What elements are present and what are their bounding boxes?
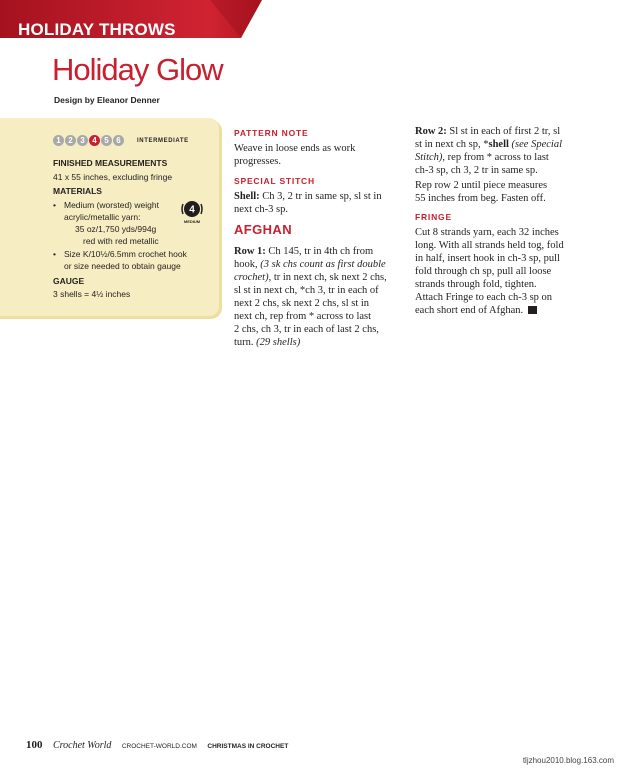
text-line: next ch-3 sp. [234,204,288,215]
text-line: ch-3 sp, ch 3, 2 tr in same sp. [415,165,538,176]
shell-count: (29 shells) [256,337,301,348]
material-line: Medium (worsted) weight [64,200,159,210]
page-title: Holiday Glow [52,52,223,87]
row-label: Row 1: [234,246,266,257]
text-line: strands through fold, tighten. [415,279,537,290]
text-line: , tr in next ch, sk next 2 chs, [268,272,387,283]
text-line: turn. [234,337,257,348]
gauge-text: 3 shells = 4½ inches [53,289,131,299]
materials-heading: MATERIALS [53,186,102,196]
pattern-note-heading: PATTERN NOTE [234,128,309,138]
text-line: 55 inches from beg. Fasten off. [415,193,546,204]
text-line: 2 chs, ch 3, tr in each of last 2 chs, [234,324,379,335]
text-line: next ch, rep from * across to last [234,311,372,322]
material-line: acrylic/metallic yarn: [64,212,141,222]
end-of-article-icon [528,306,537,314]
skill-dot: 1 [53,135,64,146]
footer [26,735,288,753]
text-italic: (see Special [508,139,562,150]
watermark: tljzhou2010.blog.163.com [522,756,614,765]
gauge-heading: GAUGE [53,276,85,286]
material-line: 35 oz/1,750 yds/994g [75,224,157,234]
fringe-instructions [415,226,564,317]
text-line: each short end of Afghan. [415,305,526,316]
skill-level [53,135,189,146]
row-1-instructions [234,245,387,349]
material-line: red with red metallic [83,236,159,246]
text-line: Ch 145, tr in 4th ch from [265,246,374,257]
text-line: , rep from * across to last [442,152,549,163]
finished-text: 41 x 55 inches, excluding fringe [53,172,173,182]
text-line: Sl st in each of first 2 tr, sl [446,126,561,137]
skill-dot-active: 4 [89,135,100,146]
shell-definition [234,190,382,216]
text-line: Attach Fringe to each ch-3 sp on [415,292,553,303]
afghan-heading: AFGHAN [234,222,293,237]
skill-dot: 2 [65,135,76,146]
row-2-instructions [415,125,562,177]
repeat-instructions [415,179,547,205]
text-line: Cut 8 strands yarn, each 32 inches [415,227,559,238]
yarn-weight-number: 4 [189,204,195,216]
text-line: next 2 chs, sk next 2 chs, sl st in [234,298,370,309]
special-stitch-heading: SPECIAL STITCH [234,176,315,186]
skill-dot: 6 [113,135,124,146]
bullet: • [53,249,56,259]
text-italic: Stitch) [415,152,443,163]
text-line: long. With all strands held tog, fold [415,240,564,251]
page-number: 100 [26,739,43,751]
text-line: progresses. [234,156,281,167]
footer-section: CHRISTMAS IN CROCHET [207,743,289,750]
fringe-heading: FRINGE [415,212,452,222]
text-line: sl st in next ch, *ch 3, tr in each of [234,285,379,296]
text-italic: (3 sk chs count as first double [260,259,386,270]
text-line: fold through ch sp, pull all loose [415,266,552,277]
text-italic: crochet) [234,272,269,283]
yarn-weight-label: MEDIUM [183,219,201,224]
text-line: in half, insert hook in ch-3 sp, pull [415,253,560,264]
material-line: or size needed to obtain gauge [64,261,181,271]
magazine-name: Crochet World [52,740,112,751]
row-label: Row 2: [415,126,447,137]
bullet: • [53,200,56,210]
section-label: HOLIDAY THROWS [18,20,176,39]
shell-term: shell [488,139,509,150]
skill-label: INTERMEDIATE [137,137,189,144]
finished-heading: FINISHED MEASUREMENTS [53,158,168,168]
text-line: hook, [234,259,261,270]
skill-dot: 3 [77,135,88,146]
material-line: Size K/10½/6.5mm crochet hook [64,249,187,259]
designer-byline: Design by Eleanor Denner [54,95,160,105]
text-line: st in next ch sp, * [415,139,489,150]
text-line: Rep row 2 until piece measures [415,180,548,191]
text-line: Ch 3, 2 tr in same sp, sl st in [259,191,382,202]
yarn-weight-icon [181,198,203,224]
pattern-note [234,142,355,168]
shell-label: Shell: [234,191,260,202]
website: CROCHET-WORLD.COM [121,743,197,750]
skill-dot: 5 [101,135,112,146]
text-line: Weave in loose ends as work [234,143,356,154]
